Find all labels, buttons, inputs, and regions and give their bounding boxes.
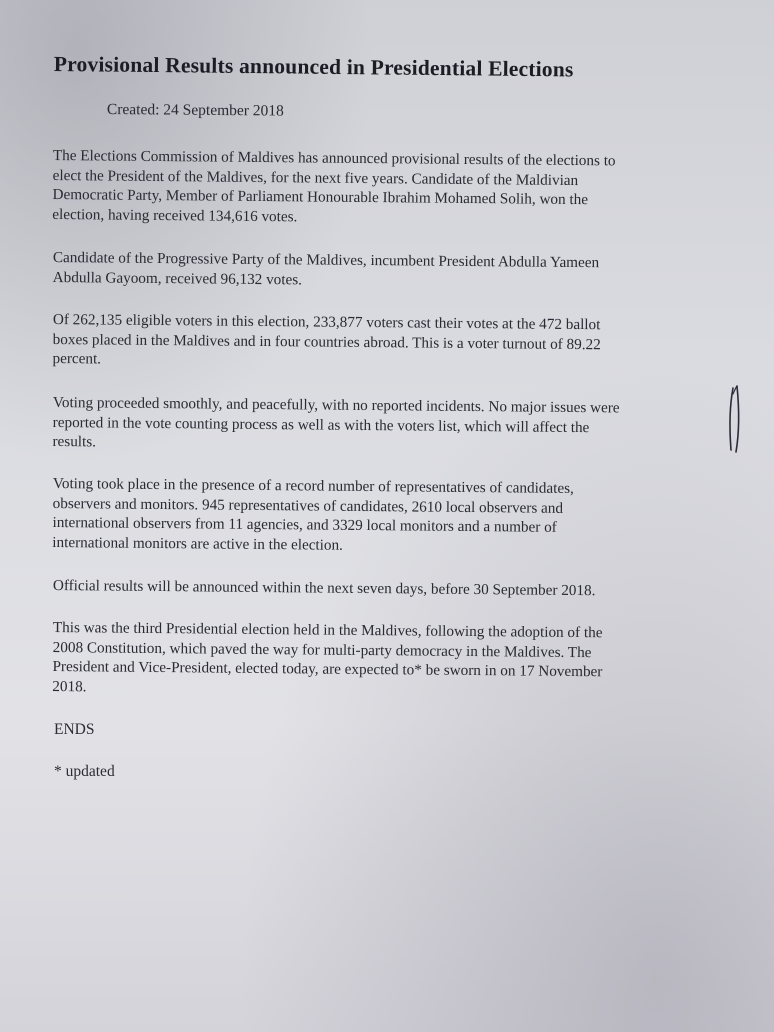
paragraph-observers: [52, 474, 733, 559]
handwritten-bracket-mark: [724, 384, 750, 454]
paragraph-line: Democratic Party, Member of Parliament Honourable Ibrahim Mohamed Solih, won the: [52, 185, 589, 209]
paragraph-line: election, having received 134,616 votes.: [52, 205, 298, 225]
paragraph-line: percent.: [52, 349, 102, 368]
paragraph-turnout: [52, 310, 733, 375]
paragraph-line: This was the third Presidential election held in the Maldives, following the adoption of the: [52, 618, 603, 642]
paragraph-line: President and Vice-President, elected today, are expected to* be sworn in on 17 November: [52, 657, 603, 681]
footnote: * updated: [54, 763, 115, 780]
paragraph-third-election: [52, 618, 733, 703]
paragraph-line: international observers from 11 agencies, and 3329 local monitors and a number of: [52, 513, 557, 536]
paragraph-line: results.: [52, 432, 97, 451]
paragraph-line: Of 262,135 eligible voters in this election, 233,877 voters cast their votes at the 472 ballot: [52, 310, 601, 334]
paragraph-line: Official results will be announced within the next seven days, before 30 September 2018.: [52, 576, 596, 600]
paragraph-line: international monitors are active in the election.: [52, 533, 343, 554]
paragraph-line: boxes placed in the Maldives and in four countries abroad. This is a voter turnout of 89.22: [52, 330, 601, 353]
paragraph-incumbent: [53, 248, 733, 294]
created-date: Created: 24 September 2018: [106, 101, 284, 120]
paragraph-line: Voting proceeded smoothly, and peacefully, with no reported incidents. No major issues were: [52, 393, 620, 417]
paragraph-results: [52, 146, 733, 231]
ends-marker: ENDS: [54, 721, 95, 738]
paragraph-line: elect the President of the Maldives, for the next five years. Candidate of the Maldivian: [52, 166, 579, 189]
paragraph-official-results: [53, 576, 733, 602]
paragraph-line: Abdulla Gayoom, received 96,132 votes.: [52, 268, 303, 288]
paragraph-line: reported in the vote counting process as well as with the voters list, which will affect the: [52, 413, 590, 436]
paragraph-line: 2008 Constitution, which paved the way for multi-party democracy in the Maldives. The: [52, 638, 592, 661]
paragraph-line: observers and monitors. 945 representatives of candidates, 2610 local observers and: [52, 494, 564, 517]
page-title: Provisional Results announced in Presidential Elections: [53, 52, 574, 82]
paragraph-line: Voting took place in the presence of a record number of representatives of candidates,: [52, 474, 574, 498]
paragraph-voting-smooth: [52, 393, 733, 458]
paragraph-line: The Elections Commission of Maldives has announced provisional results of the elections to: [52, 146, 616, 170]
paragraph-line: 2018.: [52, 677, 87, 695]
paragraph-line: Candidate of the Progressive Party of the Maldives, incumbent President Abdulla Yameen: [52, 248, 600, 272]
